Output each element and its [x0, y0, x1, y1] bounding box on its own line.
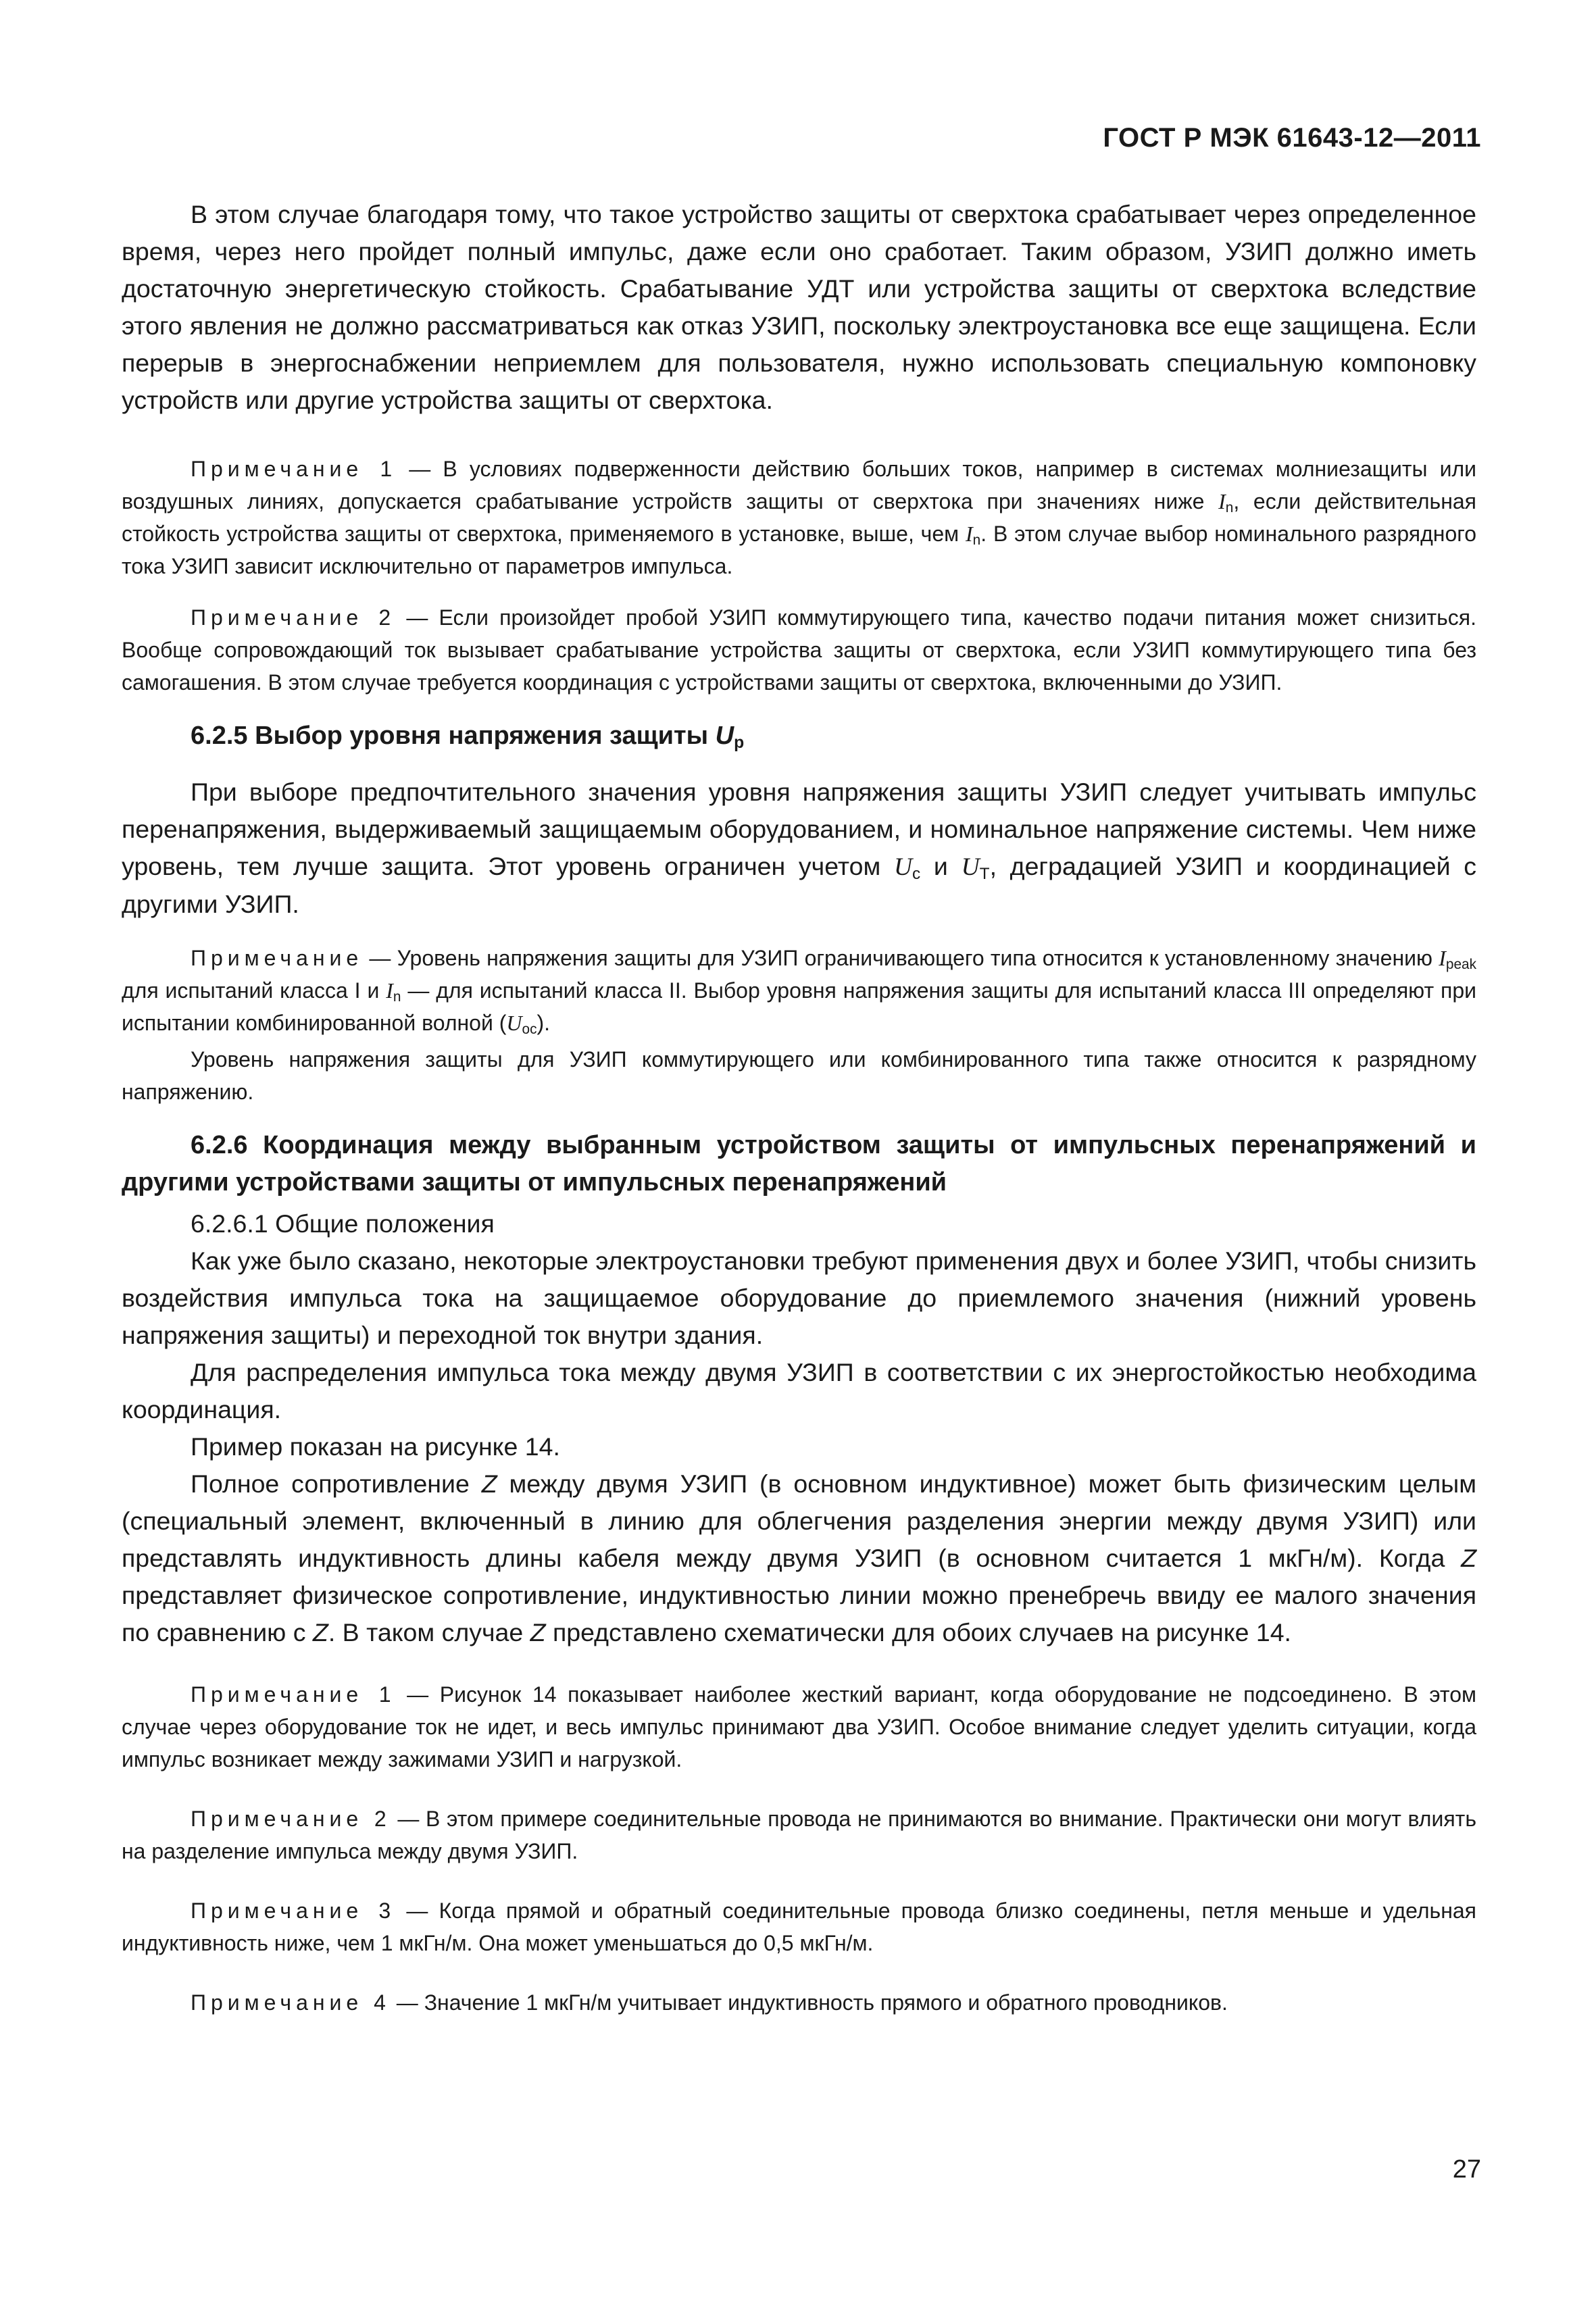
subscript: c	[912, 865, 921, 884]
note-label: Примечание 4	[191, 1990, 391, 2015]
note-text: . В этом случае выбор номинального разрядного тока УЗИП зависит исключительно от параметров импульса.	[122, 522, 1477, 578]
note-label: Примечание 2	[191, 1807, 391, 1831]
note-label: Примечание 2	[191, 605, 396, 630]
note-text: — Когда прямой и обратный соединительные провода близко соединены, петля меньше и удельная индуктивность ниже, чем 1 мкГн/м. Она может уменьшаться до 0,5 мкГн/м.	[122, 1898, 1477, 1955]
para-text: При выборе предпочтительного значения уровня напряжения защиты УЗИП следует учитывать импульс перенапряжения, выдерживаемый защищаемым оборудованием, и номинальное напряжение системы. Чем ниже уровень, тем лучше защита. Этот уровень ограничен учетом	[122, 778, 1476, 880]
symbol: U	[506, 1011, 522, 1035]
subscript: T	[979, 865, 990, 884]
document-header: ГОСТ Р МЭК 61643-12—2011	[1103, 123, 1481, 153]
symbol: U	[893, 853, 913, 881]
intro-note-2	[122, 601, 1476, 699]
symbol: U	[715, 722, 734, 750]
page-content	[122, 196, 1476, 2019]
section-6-2-6-note-1	[122, 1678, 1476, 1776]
para-text: , деградацией УЗИП и координацией с другими УЗИП.	[122, 852, 1477, 918]
section-6-2-6-paragraph-2: Для распределения импульса тока между двумя УЗИП в соответствии с их энергостойкостью необходима координация.	[122, 1358, 1476, 1424]
section-6-2-6-paragraph-1: Как уже было сказано, некоторые электроустановки требуют применения двух и более УЗИП, чтобы снизить воздействия импульса тока на защищаемое оборудование до приемлемого значения (нижний уровень напряжения защиты) и переходной ток внутри здания.	[122, 1247, 1476, 1349]
subscript: n	[972, 532, 981, 549]
symbol: U	[961, 853, 980, 881]
symbol: I	[1218, 489, 1226, 513]
para-text: представлено схематически для обоих случаев на рисунке 14.	[545, 1618, 1291, 1646]
subscript: peak	[1445, 957, 1476, 973]
symbol: Z	[530, 1618, 546, 1646]
note-text: — Уровень напряжения защиты для УЗИП ограничивающего типа относится к установленному значению	[363, 946, 1439, 970]
para-text: Полное сопротивление	[191, 1469, 482, 1498]
note-text: — Рисунок 14 показывает наиболее жесткий вариант, когда оборудование не подсоединено. В этом случае через оборудование ток не идет, и весь импульс принимают два УЗИП. Особое внимание следует уделить ситуации, когда импульс возникает между зажимами УЗИП и нагрузкой.	[122, 1682, 1477, 1771]
section-6-2-6-paragraph-4	[122, 1465, 1476, 1651]
heading-text: 6.2.5 Выбор уровня напряжения защиты	[191, 722, 716, 750]
para-text: представляет физическое сопротивление, индуктивностью линии можно пренебречь ввиду ее малого значения по сравнению с	[122, 1581, 1476, 1646]
para-text: . В таком случае	[328, 1618, 530, 1646]
note-label: Примечание	[191, 946, 364, 970]
note-text: — В условиях подверженности действию больших токов, например в системах молниезащиты или воздушных линиях, допускается срабатывание устройств защиты от сверхтока при значениях ниже	[122, 457, 1477, 513]
symbol: Z	[481, 1469, 497, 1498]
subscript: n	[1225, 500, 1234, 516]
note-text: — для испытаний класса II. Выбор уровня напряжения защиты для испытаний класса III определяют при испытании комбинированной волной (	[122, 978, 1477, 1035]
para-text: и	[920, 852, 962, 880]
subscript: n	[393, 989, 401, 1005]
subscript: oc	[522, 1022, 537, 1038]
note-label: Примечание 1	[191, 457, 397, 481]
section-6-2-6-note-3	[122, 1894, 1476, 1959]
section-6-2-6-note-4	[122, 1986, 1476, 2019]
subscript: p	[734, 734, 745, 753]
note-text: , если действительная стойкость устройства защиты от сверхтока, применяемого в установке, выше, чем	[122, 489, 1477, 546]
symbol: I	[386, 978, 393, 1003]
symbol: Z	[1461, 1544, 1476, 1572]
symbol: I	[965, 522, 973, 546]
section-6-2-6-heading: 6.2.6 Координация между выбранным устройством защиты от импульсных перенапряжений и другими устройствами защиты от импульсных перенапряжений	[122, 1131, 1476, 1197]
section-6-2-5-paragraph	[122, 774, 1476, 923]
page-number: 27	[1452, 2155, 1481, 2184]
symbol: I	[1439, 946, 1446, 970]
section-6-2-5-heading	[122, 718, 1476, 755]
symbol: Z	[312, 1618, 328, 1646]
section-6-2-6-paragraph-3: Пример показан на рисунке 14.	[191, 1432, 560, 1461]
note-text: — Значение 1 мкГн/м учитывает индуктивность прямого и обратного проводников.	[390, 1990, 1228, 2015]
para-text: между двумя УЗИП (в основном индуктивное) может быть физическим целым (специальный элемент, включенный в линию для облегчения разделения энергии между двумя УЗИП) или представлять индуктивность длины кабеля между двумя УЗИП (в основном считается 1 мкГн/м). Когда	[122, 1469, 1476, 1572]
intro-note-1	[122, 453, 1476, 582]
section-6-2-6-note-2	[122, 1803, 1476, 1867]
note-label: Примечание 3	[191, 1898, 396, 1923]
section-6-2-5-note-extra: Уровень напряжения защиты для УЗИП коммутирующего или комбинированного типа также относится к разрядному напряжению.	[122, 1047, 1476, 1104]
intro-paragraph: В этом случае благодаря тому, что такое устройство защиты от сверхтока срабатывает через определенное время, через него пройдет полный импульс, даже если оно сработает. Таким образом, УЗИП должно иметь достаточную энергетическую стойкость. Срабатывание УДТ или устройства защиты от сверхтока вследствие этого явления не должно рассматриваться как отказ УЗИП, поскольку электроустановка все еще защищена. Если перерыв в энергоснабжении неприемлем для пользователя, нужно использовать специальную компоновку устройств или другие устройства защиты от сверхтока.	[122, 200, 1476, 414]
note-label: Примечание 1	[191, 1682, 396, 1707]
note-text: для испытаний класса I и	[122, 978, 386, 1003]
note-text: — Если произойдет пробой УЗИП коммутирующего типа, качество подачи питания может снизиться. Вообще сопровождающий ток вызывает срабатывание устройства защиты от сверхтока, если УЗИП коммутирующего типа без самогашения. В этом случае требуется координация с устройствами защиты от сверхтока, включенными до УЗИП.	[122, 605, 1476, 695]
section-6-2-6-1-subheading: 6.2.6.1 Общие положения	[191, 1209, 495, 1238]
note-text: ).	[537, 1011, 551, 1035]
note-text: — В этом примере соединительные провода не принимаются во внимание. Практически они могут влиять на разделение импульса между двумя УЗИП.	[122, 1807, 1477, 1863]
section-6-2-5-note	[122, 942, 1476, 1039]
